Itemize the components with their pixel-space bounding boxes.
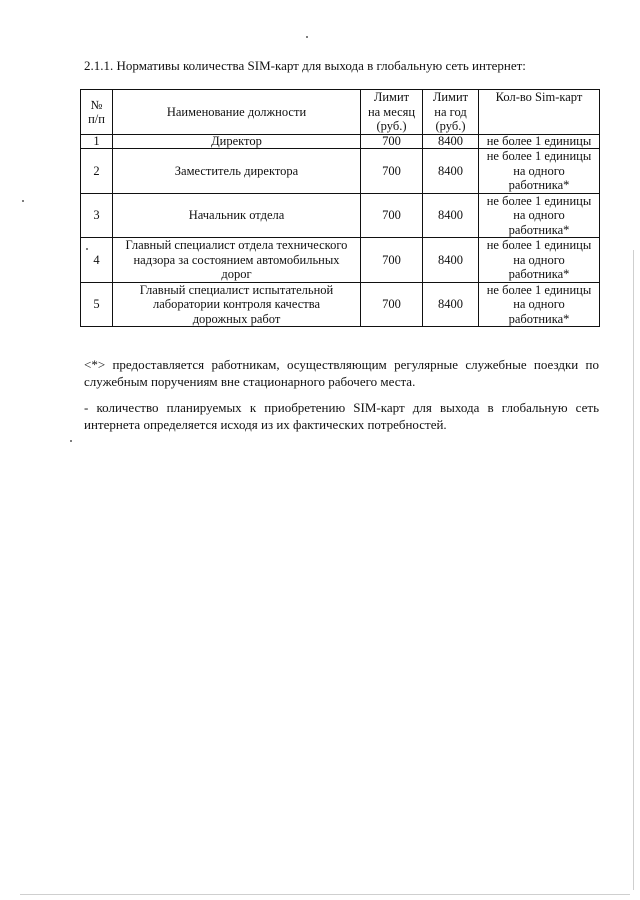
table-row xyxy=(81,238,600,283)
cell-sim-count-line: работника* xyxy=(508,311,570,326)
cell-number: 5 xyxy=(81,282,113,327)
table-row xyxy=(81,135,600,149)
cell-sim-count-line: на одного xyxy=(513,252,565,267)
cell-sim-count-line: не более 1 единицы xyxy=(486,134,592,148)
cell-sim-count-line: работника* xyxy=(508,222,570,237)
cell-number: 1 xyxy=(81,135,113,149)
sim-norms-table xyxy=(80,89,600,327)
header-year-line: Лимит xyxy=(432,90,469,104)
cell-sim-count-line: работника* xyxy=(508,178,570,192)
header-number-line: № xyxy=(90,97,103,112)
header-year-line: на год xyxy=(434,104,467,119)
table-row xyxy=(81,149,600,194)
cell-number: 2 xyxy=(81,149,113,194)
cell-sim-count-line: работника* xyxy=(508,267,570,281)
scan-speck xyxy=(22,200,24,202)
cell-year-limit: 8400 xyxy=(423,135,479,149)
scan-edge-right xyxy=(633,250,634,890)
table-row xyxy=(81,193,600,238)
cell-sim-count-line: на одного xyxy=(513,297,565,311)
cell-sim-count xyxy=(479,238,600,283)
cell-sim-count xyxy=(479,282,600,327)
cell-position-line: Заместитель директора xyxy=(174,163,299,178)
header-month-limit xyxy=(361,90,423,135)
cell-position-line: Директор xyxy=(211,134,262,148)
cell-year-limit: 8400 xyxy=(423,282,479,327)
cell-position-line: лаборатории контроля качества xyxy=(153,297,320,311)
cell-sim-count xyxy=(479,193,600,238)
cell-month-limit: 700 xyxy=(361,238,423,283)
cell-month-limit: 700 xyxy=(361,135,423,149)
scan-speck xyxy=(70,440,72,442)
header-year-line: (руб.) xyxy=(435,119,466,133)
cell-position xyxy=(113,238,361,283)
cell-sim-count-line: на одного xyxy=(513,208,565,222)
cell-year-limit: 8400 xyxy=(423,149,479,194)
header-number xyxy=(81,90,113,135)
cell-number: 4 xyxy=(81,238,113,283)
scan-speck xyxy=(306,36,308,38)
header-sim-count: Кол-во Sim-карт xyxy=(479,90,600,135)
cell-sim-count-line: не более 1 единицы xyxy=(486,193,592,208)
header-month-line: Лимит xyxy=(373,90,410,104)
header-month-line: на месяц xyxy=(367,104,416,119)
cell-sim-count-line: на одного xyxy=(513,163,565,178)
header-position: Наименование должности xyxy=(113,90,361,135)
table-row xyxy=(81,282,600,327)
cell-position-line: дорог xyxy=(221,267,252,281)
cell-position xyxy=(113,135,361,149)
table-header-row xyxy=(81,90,600,135)
scan-edge-bottom xyxy=(20,894,630,895)
cell-year-limit: 8400 xyxy=(423,238,479,283)
cell-position xyxy=(113,282,361,327)
header-month-line: (руб.) xyxy=(376,119,407,133)
cell-sim-count xyxy=(479,135,600,149)
cell-sim-count-line: не более 1 единицы xyxy=(486,282,592,297)
header-number-line: п/п xyxy=(88,112,105,126)
cell-month-limit: 700 xyxy=(361,282,423,327)
cell-month-limit: 700 xyxy=(361,149,423,194)
note-text: - количество планируемых к приобретению SIM-карт для выхода в глобальную сеть интернета определяется исходя из их фактических потребностей. xyxy=(84,400,599,432)
footnote-text: <*> предоставляется работникам, осуществляющим регулярные служебные поездки по служебным поручениям вне стационарного рабочего места. xyxy=(84,357,599,389)
header-year-limit xyxy=(423,90,479,135)
cell-position-line: Главный специалист испытательной xyxy=(139,282,334,297)
section-heading: 2.1.1. Нормативы количества SIM-карт для выхода в глобальную сеть интернет: xyxy=(84,58,526,73)
cell-sim-count-line: не более 1 единицы xyxy=(486,238,592,252)
cell-position-line: Главный специалист отдела технического xyxy=(125,238,348,252)
cell-sim-count-line: не более 1 единицы xyxy=(486,149,592,163)
cell-position xyxy=(113,149,361,194)
cell-position-line: надзора за состоянием автомобильных xyxy=(133,252,340,267)
cell-month-limit: 700 xyxy=(361,193,423,238)
cell-position-line: Начальник отдела xyxy=(188,208,285,222)
cell-number: 3 xyxy=(81,193,113,238)
cell-position-line: дорожных работ xyxy=(192,311,281,326)
cell-sim-count xyxy=(479,149,600,194)
cell-position xyxy=(113,193,361,238)
cell-year-limit: 8400 xyxy=(423,193,479,238)
